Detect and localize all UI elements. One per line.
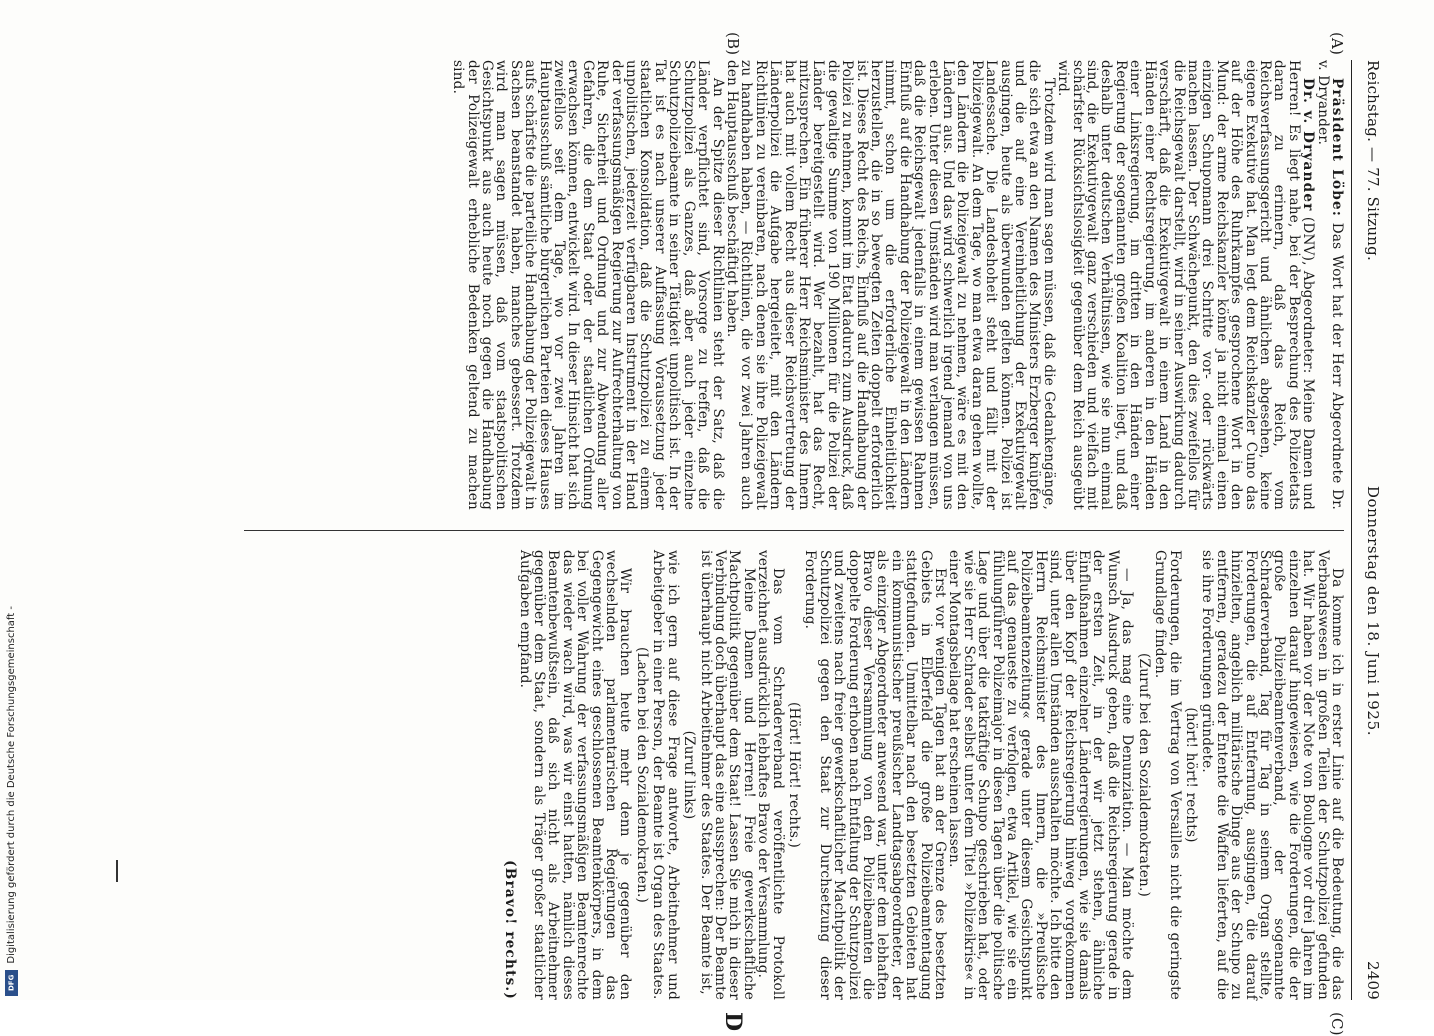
interjection: (hört! hört! rechts) — [1182, 707, 1199, 843]
interjection: (Zuruf bei den Sozialdemokraten.) — [1135, 653, 1152, 897]
paragraph-text: Trotzdem wird man sagen müssen, daß die Gedankengänge, die sich etwa an den Namen des Ministers Erzberger knüpfen und die auf eine Vereinheitlichung der Exekutivgewalt ausgingen, heute als überwunden gelten können. Polizei ist Landessache. Die Landeshoheit steht und fällt mit der Polizeigewalt. An dem Tage, wo man etwa daran gehen wollte, den Ländern die Polizeigewalt zu nehmen, wäre es mit den Ländern aus. Und das wird schwerlich irgend jemand von uns erleben. Unter diesen Umständen wird man verlangen müssen, daß die Reichsgewalt jedenfalls in einem gewissen Rahmen Einfluß auf die Handhabung der Polizeigewalt in den Ländern nimmt, schon um die erforderliche Einheitlichkeit herzustellen, die in so bewegten Zeiten doppelt erforderlich ist. Dieses Recht des Reichs, Einfluß auf die Handhabung der Polizei zu nehmen, kommt im Etat dadurch zum Ausdruck, daß die gewaltige Summe von 190 Millionen für die Polizei der Länder bereitgestellt wird. Wer bezahlt, hat das Recht, mitzusprechen. Ein früherer Herr Reichsminister des Innern hat auch mit vollem Recht aus dieser Reichsvertretung der Länderpolizei die Aufgabe hergeleitet, mit den Ländern Richtlinien zu vereinbaren, nach denen sie ihre Polizeigewalt zu handhaben haben, — Richtlinien, die vor zwei Jahren auch den Hauptausschuß beschäftigt haben. — [723, 60, 1057, 510]
speaker-name: Präsident Löbe: — [1329, 78, 1345, 218]
paragraph: wie ich gern auf diese Frage antworte, Arbeitnehmer und Arbeitgeber in einer Person, der Beamte ist Organ des Staates. — [650, 550, 681, 1000]
header-rule — [1351, 60, 1352, 1000]
paragraph-text: An der Spitze dieser Richtlinien steht der Satz, daß die Länder verpflichtet sind, Vorsorge zu treffen, daß die Schutzpolizei als Ganzes, daß aber auch jeder einzelne Schutzpolizeibeamte in seiner Tätigkeit unpolitisch ist. In der Tat ist es nach unserer Auffassung Voraussetzung jeder staatlichen Konsolidation, daß die Schutzpolizei zu einem unpolitischen, jederzeit verfügbaren Instrument in der Hand der verfassungsmäßigen Regierung zur Aufrechterhaltung von Ruhe, Sicherheit und Ordnung und zur Abwendung aller Gefahren, die dem Staat oder der staatlichen Ordnung erwachsen können, entwickelt wird. In dieser Hinsicht hat sich zweifellos seit dem Tage, wo vor zwei Jahren im Hauptausschuß sämtliche bürgerlichen Parteien dieses Hauses aufs schärfste die parteiliche Handhabung der Polizeigewalt in Sachsen beanstandet haben, manches gebessert. Trotzdem wird man sagen müssen, daß vom staatspolitischen Gesichtspunkt aus auch heute noch gegen die Handhabung der Polizeigewalt erhebliche Bedenken geltend zu machen sind. — [450, 60, 726, 510]
right-column — [94, 550, 1344, 1000]
header-left: Reichstag. — 77. Sitzung. — [1364, 60, 1382, 261]
margin-marker-a: (A) — [1328, 32, 1346, 56]
speaker-name: Dr. v. Dryander — [1300, 78, 1317, 212]
interjection: (Bravo! rechts.) — [502, 860, 519, 1000]
rotated-document-page — [70, 32, 1382, 1036]
paragraph: Wir brauchen heute mehr denn je gegenüber den wechselnden parlamentarischen Regierungen das Gegengewicht eines geschlossenen Beamtenkörpers, in dem bei voller Wahrung der verfassungsmäßigen Beamtenrechte das wieder wach wird, was wir einst hatten, nämlich dieses Beamtenbewußtsein, daß sich nicht als Arbeitnehmer gegenüber dem Staat, sondern als Träger großer staatlicher Aufgaben empfand. — [516, 550, 634, 1000]
paragraph-text: (DNV), Abgeordneter: Meine Damen und Herren! Es liegt nahe, bei der Besprechung des Polizeietats daran zu erinnern, daß das Reich, vom Reichsverfassungsgericht und ähnlichen abgesehen, keine eigene Exekutive hat. Man legt dem Reichskanzler Cuno das auf der Höhe des Ruhrkampfes gesprochene Wort in den Mund: der arme Reichskanzler könne ja nicht einmal einen einzigen Schupomann drei Schritte vor- oder rückwärts machen lassen. Der Schwächepunkt, den dies zweifellos für die Reichsgewalt darstellt, wird in seiner Auswirkung dadurch verschärft, daß die Exekutivgewalt in einem Land in den Händen einer Rechtsregierung, im anderen in den Händen einer Linksregierung, im dritten in den Händen einer Regierung der sogenannten großen Koalition liegt, und daß deshalb unter deutschen Verhältnissen, wie sie nun einmal sind, die Exekutivgewalt ganz verschieden und vielfach mit schärfster Rücksichtslosigkeit gegenüber dem Reich ausgeübt wird. — [1055, 60, 1317, 510]
paragraph — [725, 60, 1056, 510]
interjection: (Zuruf links) — [681, 730, 698, 820]
paragraph-text: Das Wort hat der Herr Abgeordnete Dr. v. Dryander. — [1314, 60, 1345, 510]
paragraph: Forderungen, die im Vertrag von Versailles nicht die geringste Grundlage finden. — [1152, 550, 1183, 1000]
paragraph — [1056, 60, 1315, 510]
dfg-logo-icon: DFG — [5, 970, 18, 996]
margin-marker-d: D — [720, 1012, 746, 1032]
paragraph — [1315, 60, 1344, 510]
margin-marker-b: (B) — [724, 32, 742, 56]
margin-marker-c: (C) — [1328, 1012, 1346, 1036]
page-number: 2409 — [1364, 961, 1382, 1000]
scan-mark — [116, 860, 118, 882]
paragraph — [451, 60, 725, 510]
interjection: (Lachen bei den Sozialdemokraten.) — [633, 647, 650, 903]
column-divider — [244, 530, 1344, 531]
digitization-footer — [4, 40, 18, 996]
paragraph: Erst vor wenigen Tagen hat an der Grenze des besetzten Gebiets in Elberfeld die große Polizeibeamtentagung stattgefunden. Unmittelbar nach den besetzten Gebieten hat ein kommunistischer preußischer Landtagsabgeordneter, der als einziger Abgeordneter anwesend war, unter dem lebhaften Bravo dieser Versammlung von den Polizeibeamten die doppelte Forderung erhoben nach Entfaltung der Schutzpolizei und zweitens nach freier gewerkschaftlicher Machtpolitik der Schutzpolizei gegen den Staat zur Durchsetzung dieser Forderung. — [802, 550, 949, 1000]
paragraph: Da komme ich in erster Linie auf die Bedeutung, die das Verbandswesen in großen Teilen der Schutzpolizei gefunden hat. Wir haben vor der Note von Boulogne vor drei Jahren im einzelnen darauf hingewiesen, wie die Forderungen, die der große Polizeibeamtenverband, der sogenannte Schraderverband, Tag für Tag in seinem Organ stellte, Forderungen, die auf Entfernung, ausgingen, die darauf hinzielten, angeblich militärische Dinge aus der Schupo zu entfernen, geradezu der Entente die Waffen lieferten, auf die sie ihre Forderungen gründete. — [1199, 550, 1345, 1000]
paragraph: — Ja, das mag eine Denunziation. — Man möchte dem Wunsch Ausdruck geben, daß die Reichsregierung gerade in der ersten Zeit, in der wir jetzt stehen, ähnliche Einflußnahmen einzelner Länderregierungen, wie sie damals über den Kopf der Reichsregierung hinweg vorgekommen sind, unter allen Umständen ausschalten möchte. Ich bitte den Herrn Reichsminister des Innern, die »Preußische Polizeibeamtenzeitung« gerade unter diesem Gesichtspunkt auf das genaueste zu verfolgen, etwa Artikel, wie sie ein fühlungführer Polizeimajor in diesen Tagen über die politische Lage und über die tatkräftige Schupo geschrieben hat, oder wie sie Herr Schrader selbst unter dem Titel »Polizeikrise« in einer Montagsbeilage hat erscheinen lassen. — [946, 550, 1136, 1000]
footer-credit: Digitalisierung gefördert durch die Deutsche Forschungsgemeinschaft - — [5, 606, 17, 964]
paragraph: Das vom Schraderverband veröffentlichte Protokoll verzeichnet ausdrücklich lebhaftes Bravo der Versammlung. — [755, 550, 786, 1000]
header-date: Donnerstag den 18. Juni 1925. — [1364, 485, 1382, 737]
left-column — [94, 60, 1344, 510]
page-header — [1356, 60, 1380, 1000]
interjection: (Hört! Hört! rechts.) — [785, 701, 802, 849]
paragraph: Meine Damen und Herren! Freie gewerkschaftliche Machtpolitik gegenüber dem Staat! Lassen Sie mich in dieser Verbindung doch überhaupt das eine aussprechen: Der Beamte ist überhaupt nicht Arbeitnehmer des Staates. Der Beamte ist, — [697, 550, 757, 1000]
